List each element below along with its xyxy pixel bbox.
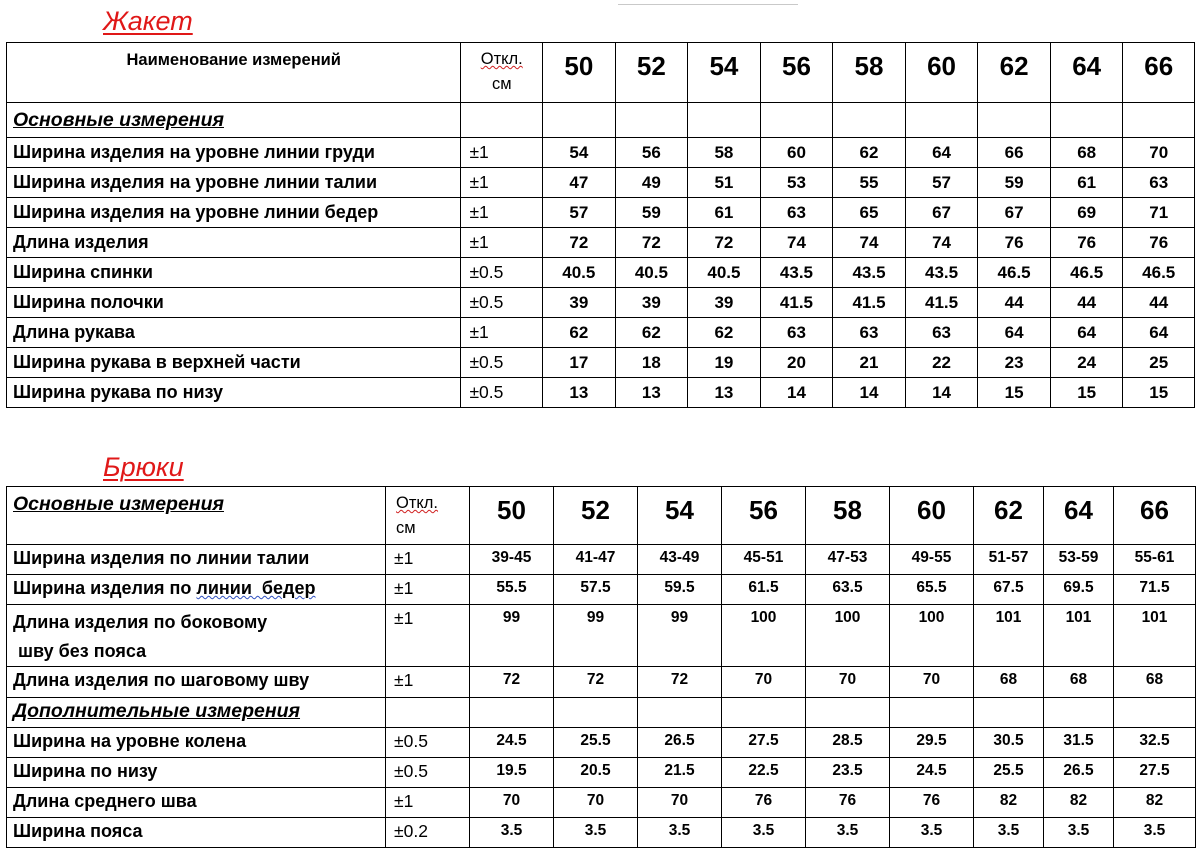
tolerance-value: ±0.5 <box>461 258 543 288</box>
size-header: 52 <box>554 487 638 545</box>
size-value: 43.5 <box>760 258 833 288</box>
measurement-name: Ширина рукава по низу <box>7 378 461 408</box>
size-value: 70 <box>638 788 722 818</box>
size-value: 57.5 <box>554 575 638 605</box>
measurement-name-part: линии бедер <box>196 578 316 598</box>
size-value: 63 <box>1123 168 1195 198</box>
size-value: 70 <box>806 667 890 698</box>
size-value: 21.5 <box>638 758 722 788</box>
size-value: 31.5 <box>1044 728 1114 758</box>
size-value: 74 <box>833 228 906 258</box>
jacket-header-row <box>7 43 1195 103</box>
empty-cell <box>978 103 1051 138</box>
measurement-name <box>7 575 386 605</box>
size-value: 68 <box>1044 667 1114 698</box>
tolerance-value: ±1 <box>461 318 543 348</box>
size-header: 62 <box>974 487 1044 545</box>
tolerance-value: ±0.2 <box>386 818 470 848</box>
size-value: 23.5 <box>806 758 890 788</box>
table-row <box>7 788 1196 818</box>
size-value: 26.5 <box>638 728 722 758</box>
empty-cell <box>386 698 470 728</box>
tolerance-value: ±0.5 <box>461 348 543 378</box>
size-value: 72 <box>638 667 722 698</box>
size-value: 3.5 <box>1044 818 1114 848</box>
tolerance-label: Откл. <box>396 494 439 512</box>
empty-cell <box>806 698 890 728</box>
measurement-name: Длина изделия по шаговому шву <box>7 667 386 698</box>
size-value: 100 <box>806 605 890 667</box>
empty-cell <box>688 103 761 138</box>
size-value: 65.5 <box>890 575 974 605</box>
size-value: 82 <box>974 788 1044 818</box>
size-header: 54 <box>638 487 722 545</box>
measurement-name: Ширина изделия на уровне линии груди <box>7 138 461 168</box>
size-value: 63 <box>905 318 978 348</box>
size-value: 3.5 <box>1114 818 1196 848</box>
table-row <box>7 258 1195 288</box>
tolerance-value: ±1 <box>461 138 543 168</box>
size-value: 99 <box>470 605 554 667</box>
size-value: 74 <box>905 228 978 258</box>
jacket-title: Жакет <box>103 6 193 36</box>
size-value: 62 <box>688 318 761 348</box>
size-header: 56 <box>722 487 806 545</box>
jacket-size-table <box>6 42 1195 408</box>
size-value: 23 <box>978 348 1051 378</box>
size-value: 27.5 <box>1114 758 1196 788</box>
size-value: 24.5 <box>470 728 554 758</box>
size-value: 82 <box>1114 788 1196 818</box>
tolerance-value: ±1 <box>386 667 470 698</box>
size-value: 58 <box>688 138 761 168</box>
size-value: 67 <box>978 198 1051 228</box>
size-value: 13 <box>688 378 761 408</box>
size-value: 64 <box>1050 318 1123 348</box>
measurement-name: Длина среднего шва <box>7 788 386 818</box>
tolerance-unit: см <box>491 75 512 93</box>
size-value: 59.5 <box>638 575 722 605</box>
size-header: 66 <box>1114 487 1196 545</box>
size-value: 29.5 <box>890 728 974 758</box>
size-value: 82 <box>1044 788 1114 818</box>
size-value: 63 <box>760 198 833 228</box>
size-value: 24 <box>1050 348 1123 378</box>
size-value: 71 <box>1123 198 1195 228</box>
size-value: 3.5 <box>890 818 974 848</box>
size-value: 70 <box>470 788 554 818</box>
measurement-name: Ширина полочки <box>7 288 461 318</box>
top-divider-line <box>618 4 798 5</box>
tolerance-value: ±1 <box>461 198 543 228</box>
size-value: 64 <box>905 138 978 168</box>
size-value: 72 <box>615 228 688 258</box>
size-header: 50 <box>470 487 554 545</box>
size-value: 3.5 <box>806 818 890 848</box>
size-value: 64 <box>978 318 1051 348</box>
size-value: 63.5 <box>806 575 890 605</box>
size-value: 40.5 <box>615 258 688 288</box>
size-value: 47-53 <box>806 545 890 575</box>
size-value: 76 <box>890 788 974 818</box>
size-value: 46.5 <box>1050 258 1123 288</box>
size-value: 76 <box>1050 228 1123 258</box>
trousers-size-table <box>6 486 1196 848</box>
size-value: 76 <box>978 228 1051 258</box>
empty-cell <box>1044 698 1114 728</box>
table-row <box>7 605 1196 667</box>
measurement-name-part: Ширина изделия по <box>13 578 197 598</box>
table-row <box>7 378 1195 408</box>
measurement-name: Ширина рукава в верхней части <box>7 348 461 378</box>
size-value: 14 <box>833 378 906 408</box>
size-value: 14 <box>905 378 978 408</box>
size-value: 3.5 <box>722 818 806 848</box>
size-value: 57 <box>543 198 616 228</box>
table-row <box>7 545 1196 575</box>
size-value: 32.5 <box>1114 728 1196 758</box>
empty-cell <box>470 698 554 728</box>
size-value: 18 <box>615 348 688 378</box>
size-value: 70 <box>554 788 638 818</box>
tolerance-value: ±0.5 <box>386 728 470 758</box>
size-value: 13 <box>543 378 616 408</box>
size-header: 58 <box>806 487 890 545</box>
size-value: 39 <box>688 288 761 318</box>
size-value: 39 <box>543 288 616 318</box>
size-value: 46.5 <box>1123 258 1195 288</box>
empty-cell <box>890 698 974 728</box>
jacket-section-row <box>7 103 1195 138</box>
table-row <box>7 288 1195 318</box>
size-value: 14 <box>760 378 833 408</box>
size-value: 51 <box>688 168 761 198</box>
size-value: 55-61 <box>1114 545 1196 575</box>
table-row <box>7 228 1195 258</box>
size-value: 65 <box>833 198 906 228</box>
size-value: 41.5 <box>905 288 978 318</box>
empty-cell <box>615 103 688 138</box>
empty-cell <box>974 698 1044 728</box>
table-row <box>7 198 1195 228</box>
table-row <box>7 168 1195 198</box>
size-value: 100 <box>890 605 974 667</box>
size-value: 55 <box>833 168 906 198</box>
size-value: 57 <box>905 168 978 198</box>
trousers-section-row <box>7 698 1196 728</box>
size-header: 56 <box>760 43 833 103</box>
size-value: 41.5 <box>760 288 833 318</box>
size-value: 69 <box>1050 198 1123 228</box>
size-value: 27.5 <box>722 728 806 758</box>
table-row <box>7 348 1195 378</box>
size-value: 62 <box>543 318 616 348</box>
measurement-name: Ширина спинки <box>7 258 461 288</box>
size-value: 101 <box>974 605 1044 667</box>
table-row <box>7 138 1195 168</box>
size-value: 22 <box>905 348 978 378</box>
empty-cell <box>905 103 978 138</box>
size-value: 72 <box>688 228 761 258</box>
size-value: 26.5 <box>1044 758 1114 788</box>
size-value: 28.5 <box>806 728 890 758</box>
size-header: 64 <box>1044 487 1114 545</box>
size-value: 63 <box>760 318 833 348</box>
size-value: 76 <box>722 788 806 818</box>
size-header: 66 <box>1123 43 1195 103</box>
empty-cell <box>543 103 616 138</box>
size-value: 40.5 <box>543 258 616 288</box>
size-value: 3.5 <box>638 818 722 848</box>
size-value: 47 <box>543 168 616 198</box>
size-value: 15 <box>978 378 1051 408</box>
size-value: 15 <box>1050 378 1123 408</box>
size-header: 60 <box>890 487 974 545</box>
size-value: 43.5 <box>905 258 978 288</box>
tolerance-value: ±1 <box>386 575 470 605</box>
section-heading: Основные измерения <box>7 487 386 545</box>
tolerance-value: ±1 <box>461 228 543 258</box>
size-value: 59 <box>615 198 688 228</box>
size-value: 20.5 <box>554 758 638 788</box>
size-value: 20 <box>760 348 833 378</box>
table-row <box>7 728 1196 758</box>
table-row <box>7 318 1195 348</box>
size-value: 62 <box>833 138 906 168</box>
size-value: 44 <box>1123 288 1195 318</box>
measurement-name: Длина изделия <box>7 228 461 258</box>
size-header: 62 <box>978 43 1051 103</box>
size-value: 68 <box>974 667 1044 698</box>
empty-cell <box>833 103 906 138</box>
size-value: 13 <box>615 378 688 408</box>
size-value: 51-57 <box>974 545 1044 575</box>
measurement-name: Ширина по низу <box>7 758 386 788</box>
size-value: 54 <box>543 138 616 168</box>
size-value: 19.5 <box>470 758 554 788</box>
tolerance-header <box>386 487 470 545</box>
tolerance-value: ±0.5 <box>386 758 470 788</box>
empty-cell <box>760 103 833 138</box>
section-heading: Основные измерения <box>7 103 461 138</box>
tolerance-unit: см <box>396 519 416 537</box>
size-value: 19 <box>688 348 761 378</box>
tolerance-header <box>461 43 543 103</box>
size-value: 22.5 <box>722 758 806 788</box>
trousers-title: Брюки <box>103 452 184 482</box>
tolerance-value: ±1 <box>386 605 470 667</box>
empty-cell <box>1123 103 1195 138</box>
empty-cell <box>1050 103 1123 138</box>
measurement-name: Ширина пояса <box>7 818 386 848</box>
size-value: 41-47 <box>554 545 638 575</box>
measurement-name-header: Наименование измерений <box>7 43 461 103</box>
size-value: 72 <box>543 228 616 258</box>
size-value: 21 <box>833 348 906 378</box>
measurement-name-line: шву без пояса <box>13 641 147 661</box>
size-value: 101 <box>1114 605 1196 667</box>
empty-cell <box>638 698 722 728</box>
size-value: 55.5 <box>470 575 554 605</box>
size-value: 71.5 <box>1114 575 1196 605</box>
table-row <box>7 667 1196 698</box>
measurement-name: Ширина изделия на уровне линии талии <box>7 168 461 198</box>
size-value: 30.5 <box>974 728 1044 758</box>
size-value: 53 <box>760 168 833 198</box>
size-value: 62 <box>615 318 688 348</box>
size-value: 61 <box>1050 168 1123 198</box>
size-value: 68 <box>1050 138 1123 168</box>
size-value: 3.5 <box>470 818 554 848</box>
size-value: 39 <box>615 288 688 318</box>
size-value: 40.5 <box>688 258 761 288</box>
table-row <box>7 575 1196 605</box>
empty-cell <box>722 698 806 728</box>
size-value: 3.5 <box>974 818 1044 848</box>
size-value: 59 <box>978 168 1051 198</box>
size-value: 61.5 <box>722 575 806 605</box>
size-value: 76 <box>1123 228 1195 258</box>
measurement-name: Ширина на уровне колена <box>7 728 386 758</box>
size-value: 74 <box>760 228 833 258</box>
size-value: 25.5 <box>974 758 1044 788</box>
measurement-name: Длина рукава <box>7 318 461 348</box>
size-header: 54 <box>688 43 761 103</box>
tolerance-label: Откл. <box>480 50 523 68</box>
section-heading: Дополнительные измерения <box>7 698 386 728</box>
size-value: 45-51 <box>722 545 806 575</box>
tolerance-value: ±1 <box>386 788 470 818</box>
size-value: 3.5 <box>554 818 638 848</box>
trousers-header-row <box>7 487 1196 545</box>
size-value: 99 <box>638 605 722 667</box>
size-value: 63 <box>833 318 906 348</box>
size-value: 99 <box>554 605 638 667</box>
tolerance-value: ±0.5 <box>461 378 543 408</box>
measurement-name: Ширина изделия на уровне линии бедер <box>7 198 461 228</box>
table-row <box>7 818 1196 848</box>
size-header: 60 <box>905 43 978 103</box>
size-value: 56 <box>615 138 688 168</box>
size-value: 49 <box>615 168 688 198</box>
size-value: 70 <box>1123 138 1195 168</box>
empty-cell <box>554 698 638 728</box>
size-value: 70 <box>890 667 974 698</box>
table-row <box>7 758 1196 788</box>
size-value: 44 <box>978 288 1051 318</box>
size-value: 76 <box>806 788 890 818</box>
size-value: 24.5 <box>890 758 974 788</box>
empty-cell <box>1114 698 1196 728</box>
size-value: 25.5 <box>554 728 638 758</box>
size-header: 50 <box>543 43 616 103</box>
size-value: 46.5 <box>978 258 1051 288</box>
size-value: 17 <box>543 348 616 378</box>
size-value: 41.5 <box>833 288 906 318</box>
measurement-name <box>7 605 386 667</box>
size-value: 72 <box>470 667 554 698</box>
size-value: 43.5 <box>833 258 906 288</box>
size-header: 58 <box>833 43 906 103</box>
size-value: 67.5 <box>974 575 1044 605</box>
size-value: 68 <box>1114 667 1196 698</box>
size-value: 64 <box>1123 318 1195 348</box>
size-value: 53-59 <box>1044 545 1114 575</box>
empty-cell <box>461 103 543 138</box>
size-value: 39-45 <box>470 545 554 575</box>
size-value: 101 <box>1044 605 1114 667</box>
measurement-name: Ширина изделия по линии талии <box>7 545 386 575</box>
size-value: 61 <box>688 198 761 228</box>
size-value: 43-49 <box>638 545 722 575</box>
size-header: 52 <box>615 43 688 103</box>
tolerance-value: ±1 <box>386 545 470 575</box>
size-value: 100 <box>722 605 806 667</box>
size-value: 44 <box>1050 288 1123 318</box>
tolerance-value: ±0.5 <box>461 288 543 318</box>
size-value: 67 <box>905 198 978 228</box>
size-value: 25 <box>1123 348 1195 378</box>
size-value: 66 <box>978 138 1051 168</box>
tolerance-value: ±1 <box>461 168 543 198</box>
size-value: 70 <box>722 667 806 698</box>
size-value: 69.5 <box>1044 575 1114 605</box>
size-header: 64 <box>1050 43 1123 103</box>
measurement-name-line: Длина изделия по боковому <box>13 612 268 632</box>
size-value: 49-55 <box>890 545 974 575</box>
size-value: 60 <box>760 138 833 168</box>
size-value: 72 <box>554 667 638 698</box>
size-value: 15 <box>1123 378 1195 408</box>
